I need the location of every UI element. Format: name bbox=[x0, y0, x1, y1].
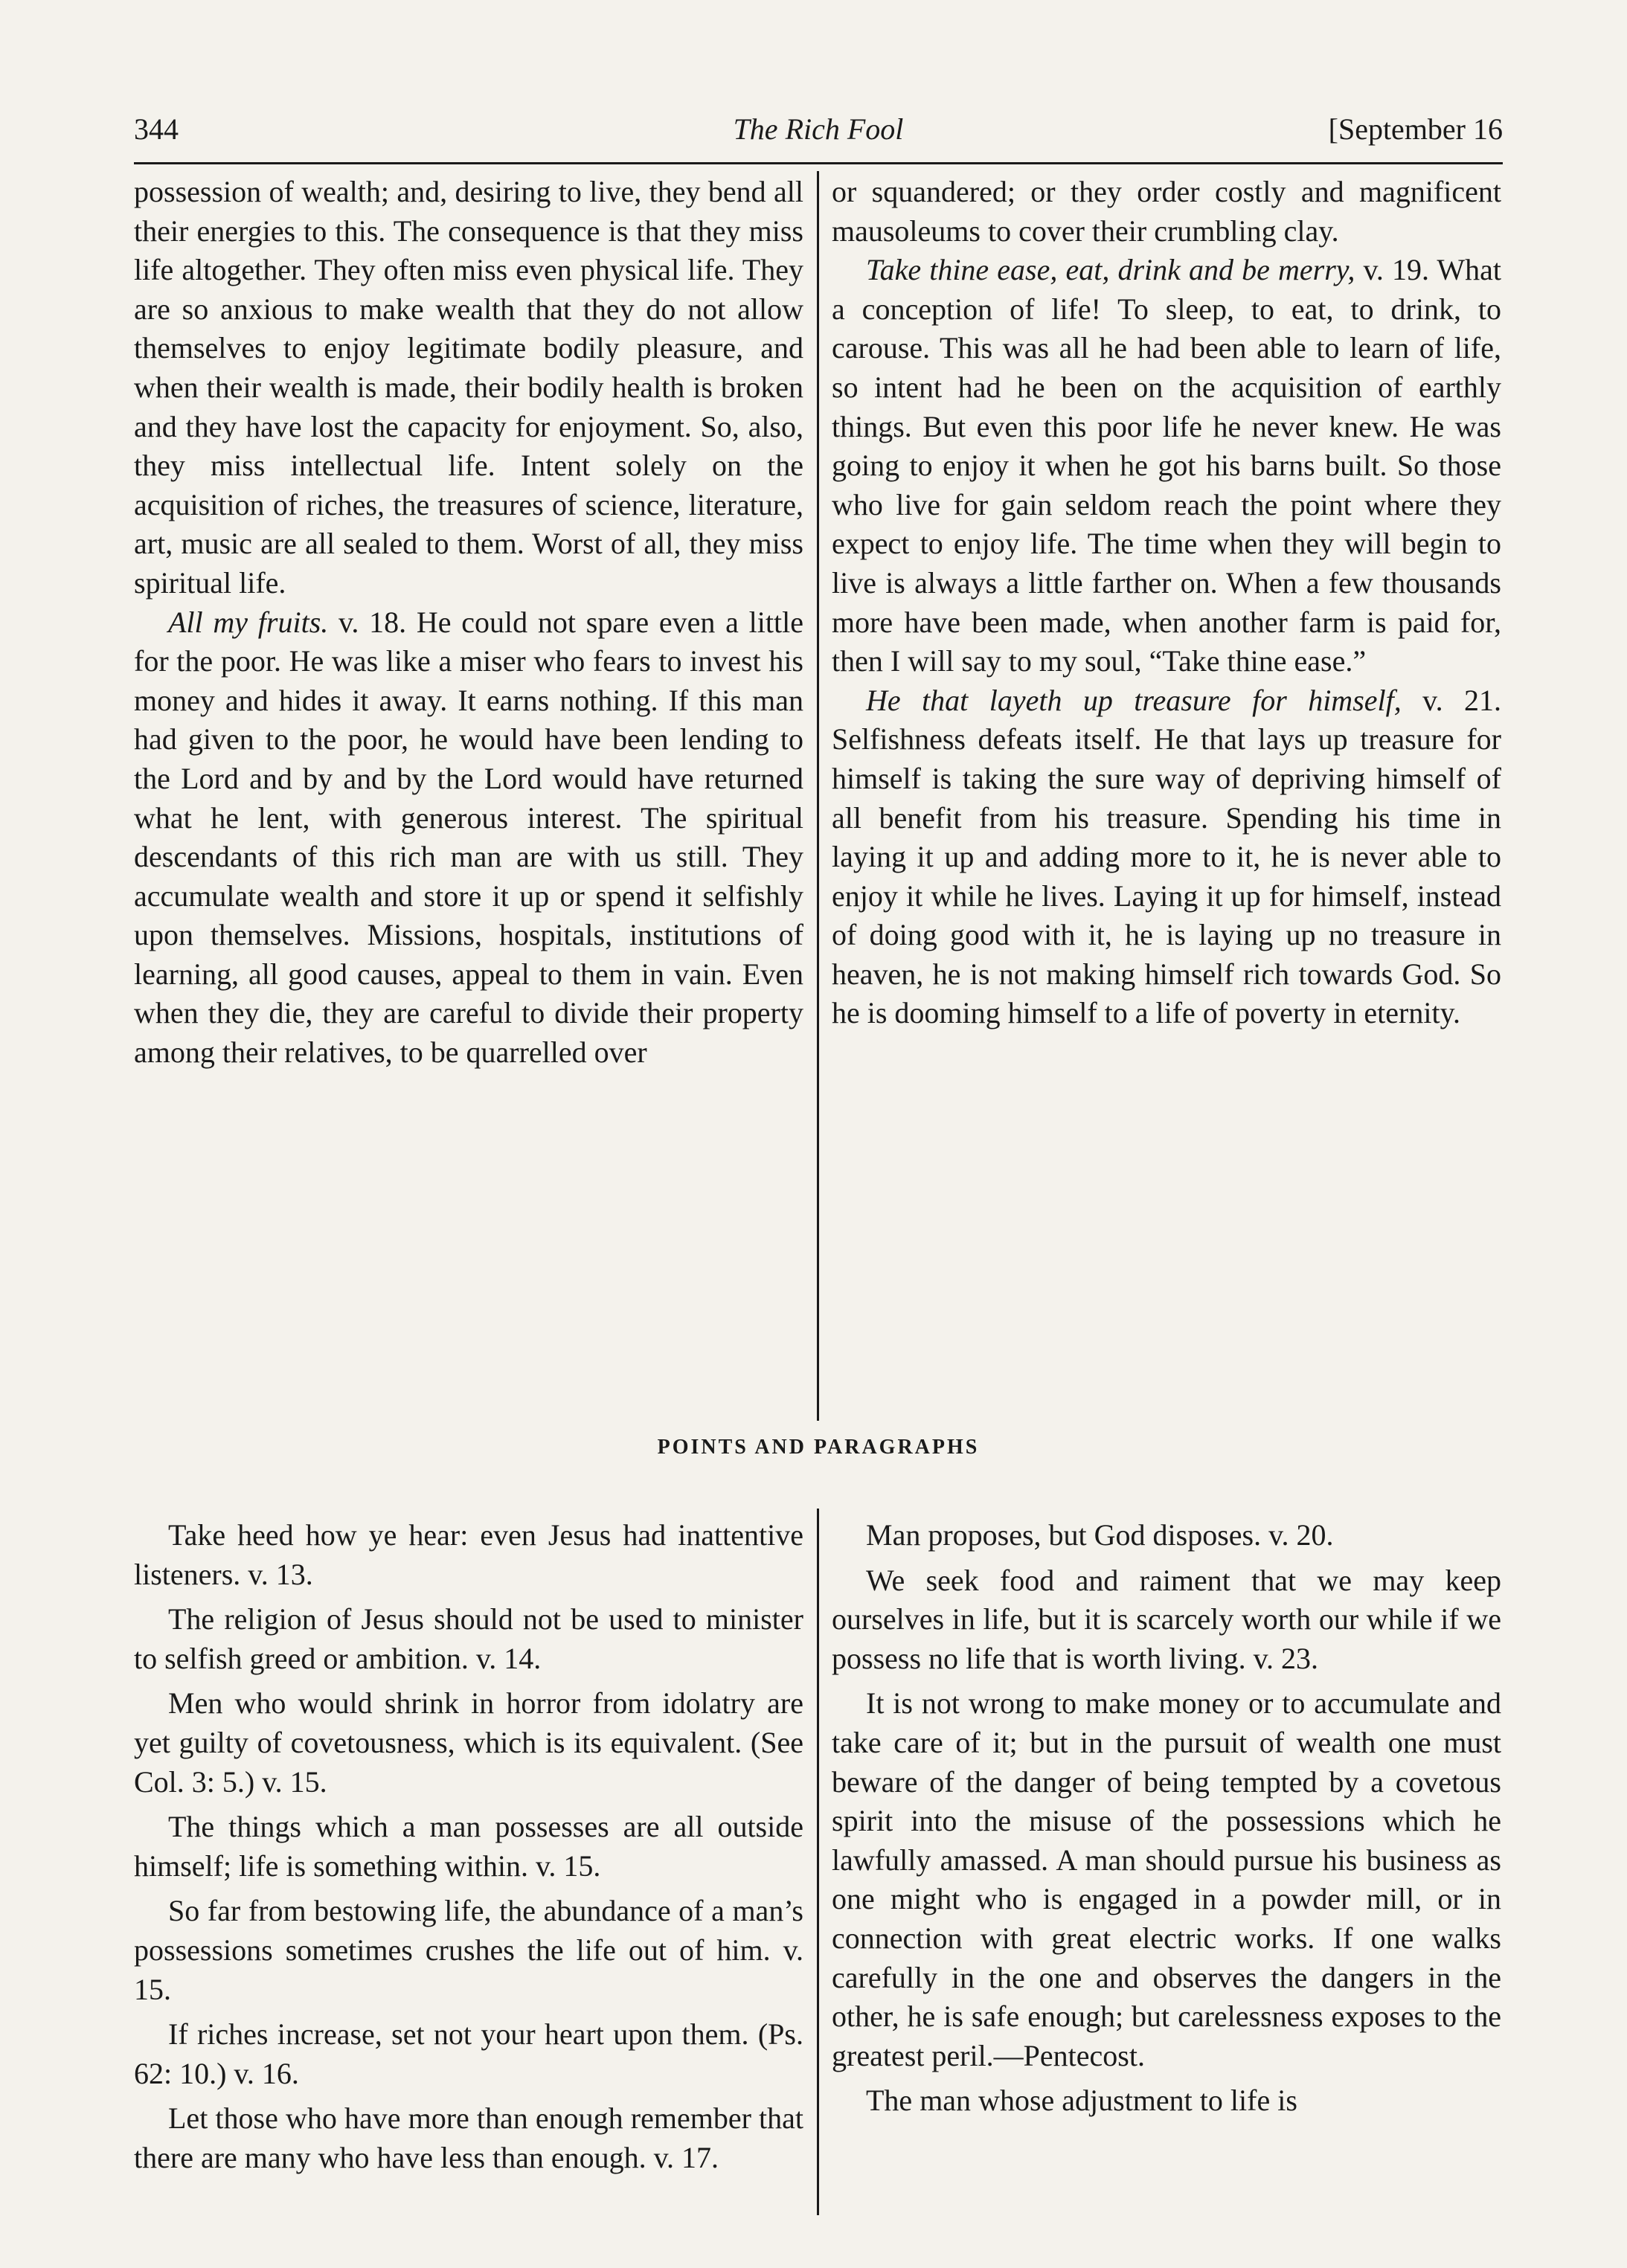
column-divider-bottom bbox=[817, 1509, 819, 2215]
scripture-lead: Take thine ease, eat, drink and be merry, bbox=[866, 253, 1355, 287]
paragraph bbox=[832, 251, 1501, 681]
paragraph bbox=[134, 603, 803, 1073]
section-heading: POINTS AND PARAGRAPHS bbox=[657, 1436, 980, 1459]
paragraph: or squandered; or they order costly and magnificent mausoleums to cover their crumbling clay. bbox=[832, 175, 1501, 248]
paragraph-body: He could not spare even a little for the poor. He was like a miser who fears to invest his money and hides it away. It earns nothing. If this man had given to the poor, he would have been lending to the Lord and by and by the Lord would have returned what he lent, with generous interest. The spiritual descendants of this rich man are with us still. They accumulate wealth and store it up or spend it selfishly upon themselves. Missions, hospitals, institutions of learning, all good causes, appeal to them in vain. Even when they die, they are careful to divide their property among their relatives, to be quarrelled over bbox=[134, 605, 803, 1070]
point-paragraph: It is not wrong to make money or to accumulate and take care of it; but in the pursuit of wealth one must beware of the danger of being tempted by a covetous spirit into the misuse of the possessions which he lawfully amassed. A man should pursue his business as one might who is engaged in a powder mill, or in connection with great electric works. If one walks carefully in the one and observes the dangers in the other, he is safe enough; but carelessness exposes to the greatest peril.—Pentecost. bbox=[832, 1686, 1501, 2072]
paragraph bbox=[832, 681, 1501, 1033]
page-number: 344 bbox=[134, 112, 179, 146]
issue-date: [September 16 bbox=[1328, 112, 1503, 146]
top-right-column bbox=[832, 173, 1501, 1033]
point-paragraph: The things which a man possesses are all outside himself; life is something within. v. 15. bbox=[134, 1810, 803, 1883]
point-paragraph: The man whose adjustment to life is bbox=[866, 2084, 1297, 2118]
top-left-column bbox=[134, 173, 803, 1073]
point-paragraph: We seek food and raiment that we may keep ourselves in life, but it is scarcely worth our while if we possess no life that is worth living. v. 23. bbox=[832, 1563, 1501, 1675]
running-header bbox=[134, 112, 1503, 156]
paragraph: possession of wealth; and, desiring to live, they bend all their energies to this. The consequence is that they miss life altogether. They often miss even physical life. They are so anxious to make wealth that they do not allow themselves to enjoy legitimate bodily pleasure, and when their wealth is made, their bodily health is broken and they have lost the capacity for enjoyment. So, also, they miss intellectual life. Intent solely on the acquisition of riches, the treasures of science, literature, art, music are all sealed to them. Worst of all, they miss spiritual life. bbox=[134, 175, 803, 600]
column-divider-top bbox=[817, 171, 819, 1421]
verse-ref: v. 18. bbox=[328, 605, 407, 639]
point-paragraph: Men who would shrink in horror from idolatry are yet guilty of covetousness, which is its equivalent. (See Col. 3: 5.) v. 15. bbox=[134, 1686, 803, 1799]
point-paragraph: Man proposes, but God disposes. v. 20. bbox=[866, 1518, 1334, 1552]
point-paragraph: Take heed how ye hear: even Jesus had inattentive listeners. v. 13. bbox=[134, 1518, 803, 1591]
points-right-column bbox=[832, 1516, 1501, 2127]
point-paragraph: If riches increase, set not your heart upon them. (Ps. 62: 10.) v. 16. bbox=[134, 2017, 803, 2090]
scripture-lead: He that layeth up treasure for himself, bbox=[866, 683, 1402, 717]
paragraph-body: v. 19. What a conception of life! To sleep, to eat, to drink, to carouse. This was all he had been able to learn of life, so intent had he been on the acquisition of earthly things. But even this poor life he never knew. He was going to enjoy it when he got his barns built. So those who live for gain seldom reach the point where they expect to enjoy life. The time when they will begin to live is always a little farther on. When a few thousands more have been made, when another farm is paid for, then I will say to my soul, “Take thine ease.” bbox=[832, 253, 1501, 678]
point-paragraph: So far from bestowing life, the abundance of a man’s possessions sometimes crushes the life out of him. v. 15. bbox=[134, 1894, 803, 2006]
page bbox=[134, 112, 1503, 2217]
point-paragraph: The religion of Jesus should not be used to minister to selfish greed or ambition. v. 14. bbox=[134, 1602, 803, 1675]
points-left-column bbox=[134, 1516, 803, 2184]
point-paragraph: Let those who have more than enough remember that there are many who have less than enough. v. 17. bbox=[134, 2101, 803, 2174]
header-rule bbox=[134, 162, 1503, 164]
scripture-lead: All my fruits. bbox=[168, 605, 329, 639]
running-title: The Rich Fool bbox=[733, 112, 904, 146]
paragraph-body: v. 21. Selfishness defeats itself. He that lays up treasure for himself is taking the sure way of depriving himself of all benefit from his treasure. Spending his time in laying it up and adding more to it, he is never able to enjoy it while he lives. Laying it up for himself, instead of doing good with it, he is laying up no treasure in heaven, he is not making himself rich towards God. So he is dooming himself to a life of poverty in eternity. bbox=[832, 683, 1501, 1030]
